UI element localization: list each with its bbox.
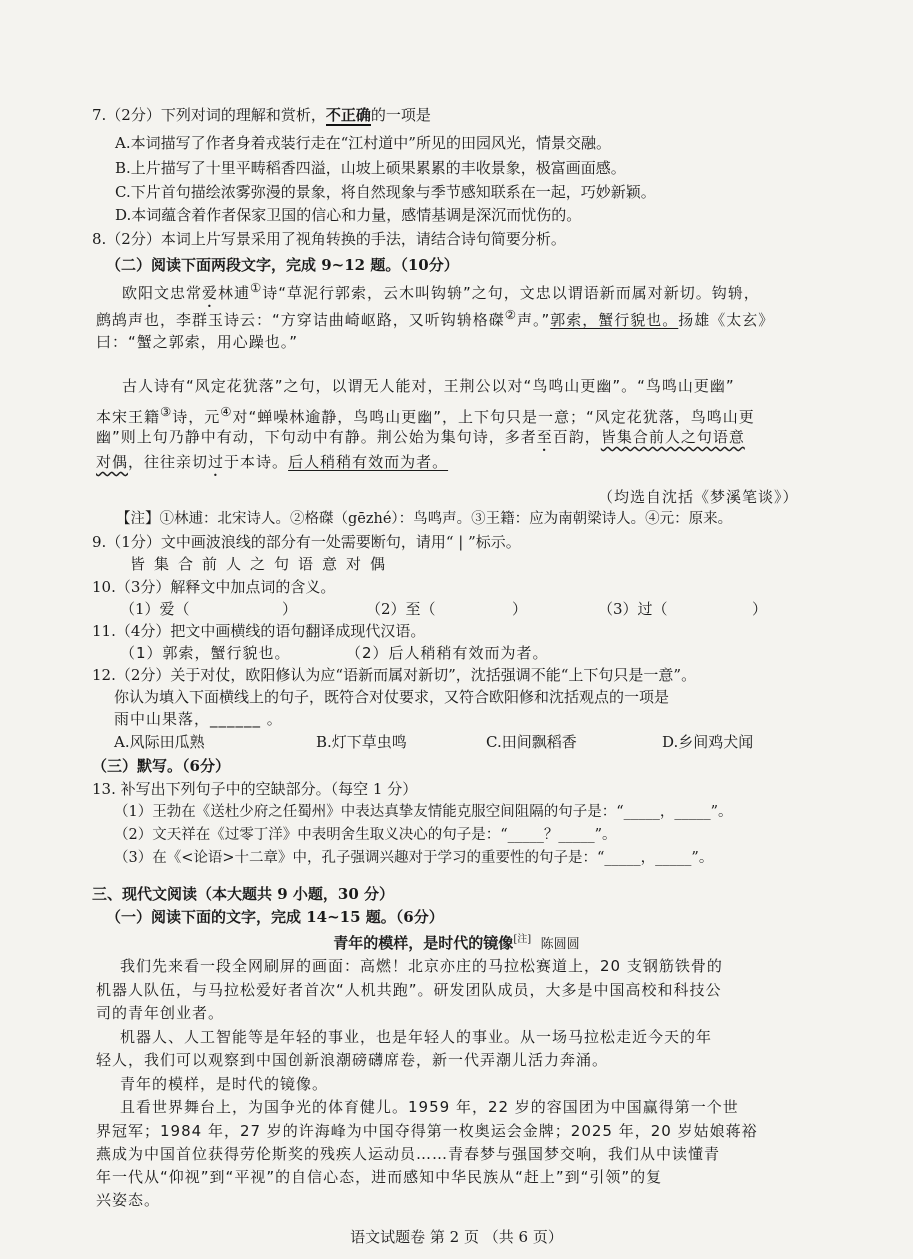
passage-1-line-2 — [96, 304, 774, 331]
footnote-4: ④ — [220, 404, 233, 419]
source-citation: （均选自沈括《梦溪笔谈》） — [598, 488, 799, 506]
part-3-title: 三、现代文阅读（本大题共 9 小题，30 分） — [92, 885, 394, 903]
p1-text-b: 林逋 — [218, 284, 251, 302]
q12-option-b: B.灯下草虫鸣 — [316, 733, 407, 751]
p2-l2-b: 诗，元 — [172, 408, 221, 426]
q13-item-3: （3）在《<论语>十二章》中，孔子强调兴趣对于学习的重要性的句子是：“_____，_____”。 — [114, 850, 714, 866]
p1-l2-c: 扬雄《太玄》 — [678, 311, 775, 329]
question-8: 8.（2分）本词上片写景采用了视角转换的手法，请结合诗句简要分析。 — [92, 230, 566, 248]
q11-item-1: （1）郭索，蟹行貌也。 — [120, 644, 291, 662]
passage-2-line-1: 古人诗有“风定花犹落”之句，以谓无人能对，王荆公以对“鸟鸣山更幽”。“鸟鸣山更幽” — [122, 377, 735, 395]
p2-l2-a: 本宋王籍 — [96, 408, 161, 426]
q7-stem-text: 7.（2分）下列对词的理解和赏析， — [92, 106, 326, 124]
q10-item-1-close: ） — [282, 600, 298, 618]
article-title: 青年的模样，是时代的镜像 — [333, 934, 514, 952]
question-12-line-1: 12.（2分）关于对仗，欧阳修认为应“语新而属对新切”，沈括强调不能“上下句只是一意”。 — [92, 666, 697, 684]
annotation-note: 【注】①林逋：北宋诗人。②格磔（gēzhé）：鸟鸣声。③王籍：应为南朝梁诗人。④元：原来。 — [116, 511, 733, 527]
question-12-line-2: 你认为填入下面横线上的句子，既符合对仗要求，又符合欧阳修和沈括观点的一项是 — [114, 688, 670, 706]
question-12-line-3: 雨中山果落，______ 。 — [114, 710, 283, 728]
article-line-8: 界冠军；1984 年，27 岁的许海峰为中国夺得第一枚奥运会金牌；2025 年，20 岁姑娘蒋裕 — [96, 1122, 758, 1140]
dotted-word-ai: 爱 — [202, 284, 219, 302]
section-2-title: （二）阅读下面两段文字，完成 9~12 题。（10分） — [106, 256, 459, 274]
q10-item-3-close: ） — [752, 600, 768, 618]
passage-1-line-3: 曰：“蟹之郭索，用心躁也。” — [96, 333, 299, 351]
q7-option-b: B.上片描写了十里平畴稻香四溢，山坡上硕果累累的丰收景象，极富画面感。 — [115, 159, 626, 177]
underlined-sentence-2: 后人稍稍有效而为者。 — [288, 453, 449, 471]
p1-l2-b: 声。” — [517, 311, 551, 329]
p2-l3-b: 百韵， — [552, 428, 601, 446]
dotted-word-zhi: 至 — [536, 428, 553, 446]
q13-item-2: （2）文天祥在《过零丁洋》中表明舍生取义决心的句子是：“_____？_____”。 — [114, 827, 617, 843]
passage-2-line-2 — [96, 401, 755, 428]
q12-option-c: C.田间飘稻香 — [486, 733, 577, 751]
dotted-word-guo: 过 — [208, 453, 225, 471]
wavy-underline-part-1: 皆集合前人之句语意 — [600, 428, 745, 446]
q13-item-1: （1）王勃在《送杜少府之任蜀州》中表达真挚友情能克服空间阻隔的句子是：“_____，_____”。 — [114, 804, 733, 820]
footnote-2: ② — [504, 307, 517, 322]
footnote-3: ③ — [160, 404, 173, 419]
question-10: 10.（3分）解释文中加点词的含义。 — [92, 578, 336, 596]
p1-text-a: 欧阳文忠常 — [122, 284, 203, 302]
q12-option-a: A.风际田瓜熟 — [114, 733, 205, 751]
q10-item-1-open: （1）爱（ — [120, 600, 190, 618]
article-line-7: 且看世界舞台上，为国争光的体育健儿。1959 年，22 岁的容国团为中国赢得第一个世 — [120, 1098, 739, 1116]
article-author: 陈圆圆 — [540, 937, 580, 952]
q10-item-3-open: （3）过（ — [598, 600, 668, 618]
article-line-2: 机器人队伍，与马拉松爱好者首次“人机共跑”。研发团队成员，大多是中国高校和科技公 — [96, 981, 722, 999]
q7-option-a: A.本词描写了作者身着戎装行走在“江村道中”所见的田园风光，情景交融。 — [115, 134, 611, 152]
p2-l2-c: 对“蝉噪林逾静，鸟鸣山更幽”，上下句只是一意；“风定花犹落，鸟鸣山更 — [232, 408, 755, 426]
p1-text-c: 诗“草泥行郭索，云木叫钩辀”之句，文忠以谓语新而属对新切。钩辀， — [262, 284, 760, 302]
q7-option-c: C.下片首句描绘浓雾弥漫的景象，将自然现象与季节感知联系在一起，巧妙新颖。 — [115, 183, 656, 201]
passage-2-line-4 — [96, 451, 448, 480]
q12-option-d: D.乡间鸡犬闻 — [662, 733, 754, 751]
wavy-underline-part-2: 对偶 — [96, 453, 129, 471]
q7-option-d: D.本词蕴含着作者保家卫国的信心和力量，感情基调是深沉而忧伤的。 — [115, 206, 582, 224]
article-line-10: 年一代从“仰视”到“平视”的自信心态，进而感知中华民族从“赶上”到“引领”的复 — [96, 1168, 663, 1186]
article-line-5: 轻人，我们可以观察到中国创新浪潮磅礴席卷，新一代弄潮儿活力奔涌。 — [96, 1051, 609, 1069]
article-heading — [0, 930, 913, 953]
q7-stem-end: 的一项是 — [370, 106, 431, 124]
article-line-4: 机器人、人工智能等是年轻的事业，也是年轻人的事业。从一场马拉松走近今天的年 — [120, 1028, 713, 1046]
p1-l2-a: 鹧鸪声也，李群玉诗云：“方穿诘曲崎岖路，又听钩辀格磔 — [96, 311, 505, 329]
article-line-9: 燕成为中国首位获得劳伦斯奖的残疾人运动员……青春梦与强国梦交响，我们从中读懂青 — [96, 1145, 721, 1163]
section-3-title: （三）默写。（6分） — [92, 757, 230, 775]
article-line-3: 司的青年创业者。 — [96, 1004, 225, 1022]
question-11: 11.（4分）把文中画横线的语句翻译成现代汉语。 — [92, 622, 426, 640]
q9-sentence-to-punctuate: 皆集合前人之句语意对偶 — [130, 555, 395, 573]
q11-item-2: （2）后人稍稍有效而为者。 — [346, 644, 549, 662]
q7-emphasis: 不正确 — [325, 106, 371, 124]
q10-item-2-open: （2）至（ — [366, 600, 436, 618]
article-line-11: 兴姿态。 — [96, 1191, 161, 1209]
p2-l4-a: ，往往亲切 — [128, 453, 209, 471]
underlined-sentence-1: 郭索，蟹行貌也。 — [550, 311, 679, 329]
article-note-mark: [注] — [513, 934, 532, 945]
question-9: 9.（1分）文中画波浪线的部分有一处需要断句，请用“ | ”标示。 — [92, 533, 521, 551]
p2-l3-a: 幽”则上句乃静中有动，下句动中有静。荆公始为集句诗，多者 — [96, 428, 537, 446]
article-line-6: 青年的模样，是时代的镜像。 — [120, 1075, 329, 1093]
q10-item-2-close: ） — [512, 600, 528, 618]
question-7-stem — [92, 104, 431, 126]
article-line-1: 我们先来看一段全网刷屏的画面：高燃！北京亦庄的马拉松赛道上，20 支钢筋铁骨的 — [120, 957, 723, 975]
p2-l4-b: 于本诗。 — [224, 453, 289, 471]
question-13: 13. 补写出下列句子中的空缺部分。（每空 1 分） — [92, 780, 418, 798]
part-3-subtitle: （一）阅读下面的文字，完成 14~15 题。（6分） — [106, 908, 444, 926]
footnote-1: ① — [250, 280, 263, 295]
page-footer: 语文试题卷 第 2 页 （共 6 页） — [350, 1228, 563, 1246]
